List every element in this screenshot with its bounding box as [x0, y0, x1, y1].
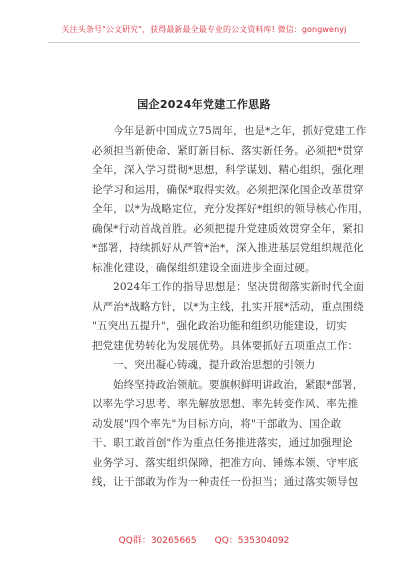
document-title: 国企2024年党建工作思路 — [137, 98, 271, 111]
text-line: 必须担当新使命、紧盯新目标、落实新任务。必须把*贯穿 — [92, 144, 364, 157]
text-line: 确保*行动首战首胜。必须把提升党建质效贯穿全年，紧扣 — [92, 222, 364, 235]
text-line: *部署，持续抓好从严管*治*，深入推进基层党组织规范化 — [92, 242, 364, 254]
text-line: 业务学习、落实组织保障，把准方向、锤炼本领、守牢底 — [92, 456, 359, 469]
text-line: "五突出五提升"，强化政治功能和组织功能建设，切实 — [92, 320, 347, 332]
text-line: 论学习和运用，确保*取得实效。必须把深化国企改革贯穿 — [92, 183, 364, 196]
text-line: 全年，以*为战略定位，充分发挥好*组织的领导核心作用， — [92, 203, 370, 215]
text-line: 干、职工敢首创"作为重点任务推进落实，通过加强理论 — [92, 437, 353, 449]
text-line: 标准化建设，确保组织建设全面进步全面过硬。 — [92, 261, 316, 274]
footer-qq-group: QQ群：30265665 — [118, 536, 197, 546]
text-line: 动发展"四个率先"为目标方向，将"干部敢为、国企敢 — [92, 417, 342, 430]
text-line: 以率先学习思考、率先解放思想、率先转变作风、率先推 — [92, 398, 359, 410]
text-line: 始终坚持政治领航。要旗帜鲜明讲政治，紧跟*部署， — [113, 378, 364, 391]
text-line: 全年，深入学习贯彻*思想，科学谋划、精心组织，强化理 — [92, 164, 364, 176]
footer-contact — [0, 533, 408, 546]
header-promo-text: 关注头条号"公文研究"，获得最新最全最专业的公文资料库! 微信：gongwenyj — [61, 25, 347, 34]
document-body — [92, 122, 370, 493]
text-line: 一、突出凝心铸魂，提升政治思想的引领力 — [113, 359, 316, 371]
text-line: 线，让干部敢为作为一种责任一份担当；通过落实领导包 — [92, 476, 359, 488]
text-line: 2024年工作的指导思想是：坚决贯彻落实新时代全面 — [113, 281, 364, 293]
header-divider — [48, 42, 360, 43]
text-line: 把党建优势转化为发展优势。具体要抓好五项重点工作： — [92, 339, 359, 352]
footer-qq-number: QQ：535304092 — [214, 536, 290, 546]
text-line: 从严治*战略方针，以*为主线，扎实开展*活动，重点围绕 — [92, 300, 364, 313]
text-line: 今年是新中国成立75周年，也是*之年，抓好党建工作 — [113, 125, 367, 137]
